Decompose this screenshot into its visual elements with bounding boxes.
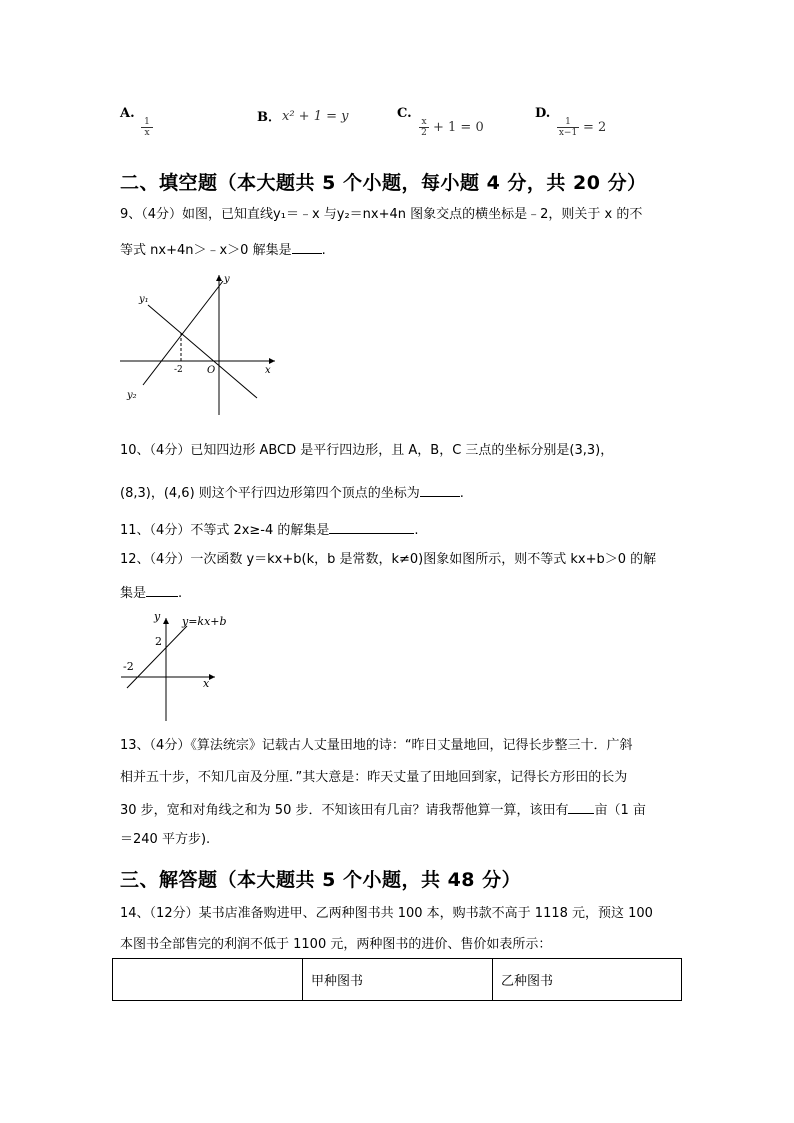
- option-a-letter: A.: [120, 106, 135, 121]
- option-b-letter: B．: [257, 110, 281, 125]
- table-row: [113, 959, 682, 1001]
- q14-line1: 14、（12分）某书店准备购进甲、乙两种图书共 100 本，购书款不高于 1118 元，预这 100: [120, 906, 653, 921]
- q10-line2: [120, 482, 464, 504]
- option-c-expression: + 1 = 0: [433, 120, 484, 135]
- line-y1: [148, 305, 257, 398]
- q14-line2: 本图书全部售完的利润不低于 1100 元，两种图书的进价、售价如表所示：: [120, 937, 552, 952]
- option-d-expression: = 2: [583, 120, 607, 135]
- q9-line2-end: .: [321, 243, 326, 258]
- q13-line1: 13、（4分）《算法统宗》记载古人丈量田地的诗：“昨日丈量地回，记得长步整三十．广斜: [120, 738, 633, 753]
- q9-line2: [120, 239, 326, 261]
- q13-line3-end: 亩（1 亩: [594, 803, 646, 818]
- option-d-denominator: x−1: [558, 128, 578, 138]
- q12-answer-blank[interactable]: [146, 582, 178, 597]
- q9-line1: 9、（4分）如图，已知直线y₁＝﹣x 与y₂＝nx+4n 图象交点的横坐标是﹣2，则关于 x 的不: [120, 207, 643, 222]
- option-c-numerator: x: [421, 117, 427, 127]
- y-axis-arrow: [216, 275, 222, 281]
- y-intercept-label: 2: [155, 635, 162, 648]
- q13-line3-text: 30 步，宽和对角线之和为 50 步．不知该田有几亩？请我帮他算一算，该田有: [120, 803, 569, 818]
- x-intercept-label: -2: [123, 660, 134, 673]
- section-3-title: 三、解答题（本大题共 5 个小题，共 48 分）: [120, 869, 522, 891]
- option-a-numerator: 1: [144, 117, 150, 127]
- table-header-cell: 乙种图书: [493, 959, 682, 1001]
- line-label: y=kx+b: [182, 615, 227, 628]
- q12-line2: [120, 582, 182, 604]
- section-2-title: 二、填空题（本大题共 5 个小题，每小题 4 分，共 20 分）: [120, 172, 647, 194]
- q13-answer-blank[interactable]: [568, 799, 594, 814]
- q13-line2: 相并五十步，不知几亩及分厘．”其大意是：昨天丈量了田地回到家，记得长方形田的长为: [120, 770, 628, 785]
- q9-line2-text: 等式 nx+4n＞﹣x＞0 解集是: [120, 243, 292, 258]
- x-axis-arrow: [209, 674, 215, 680]
- q10-line1: 10、（4分）已知四边形 ABCD 是平行四边形，且 A，B，C 三点的坐标分别是(3,3)，: [120, 443, 614, 458]
- option-c-letter: C.: [397, 106, 412, 121]
- x-axis-label: x: [265, 365, 271, 376]
- table-header-cell: [113, 959, 303, 1001]
- q11-text: 11、（4分）不等式 2x≥-4 的解集是: [120, 523, 330, 538]
- x-axis-label: x: [203, 677, 210, 690]
- y-axis-label: y: [224, 274, 230, 285]
- q12-line1: 12、（4分）一次函数 y＝kx+b(k，b 是常数，k≠0)图象如图所示，则不等式 kx+b＞0 的解: [120, 552, 657, 567]
- q9-answer-blank[interactable]: [292, 239, 322, 254]
- q12-line2-text: 集是: [120, 586, 147, 601]
- y1-label: y₁: [139, 294, 149, 305]
- q10-line2-text: (8,3)，(4,6) 则这个平行四边形第四个顶点的坐标为: [120, 486, 420, 501]
- q10-answer-blank[interactable]: [420, 482, 460, 497]
- option-d-numerator: 1: [565, 117, 571, 127]
- option-a-denominator: x: [141, 127, 153, 138]
- q12-graph: [115, 608, 240, 726]
- q9-graph: [115, 270, 280, 420]
- option-c-fraction: [419, 117, 429, 138]
- tick-minus-2: -2: [174, 365, 183, 375]
- option-d-letter: D.: [535, 106, 551, 121]
- y-axis-label: y: [154, 610, 161, 623]
- option-d-fraction: [557, 117, 579, 138]
- option-c-denominator: 2: [419, 127, 429, 138]
- table-header-cell: 甲种图书: [303, 959, 493, 1001]
- q11-end: .: [414, 523, 419, 538]
- q12-line2-end: .: [178, 586, 183, 601]
- q11-answer-blank[interactable]: [329, 519, 414, 534]
- y-axis-arrow: [163, 618, 169, 624]
- option-b-expression: x² + 1 = y: [282, 109, 349, 124]
- q13-line3: [120, 799, 646, 821]
- q11-line: [120, 519, 419, 541]
- y2-label: y₂: [127, 390, 137, 401]
- x-axis-arrow: [269, 358, 275, 364]
- option-a-fraction: [141, 117, 153, 138]
- origin-label: O: [207, 365, 216, 376]
- q10-line2-end: .: [459, 486, 464, 501]
- q13-line4: ＝240 平方步).: [120, 832, 211, 847]
- price-table: [112, 958, 682, 1001]
